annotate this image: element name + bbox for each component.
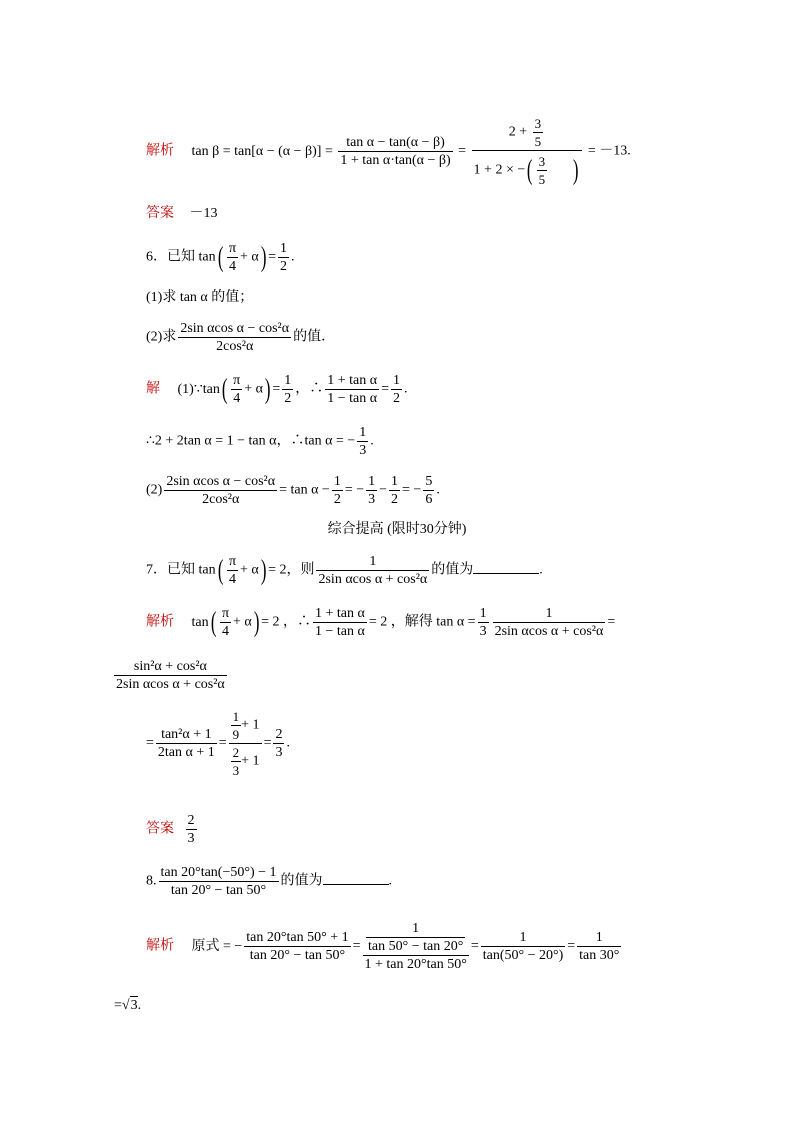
answer-blank (323, 872, 389, 885)
answer-blank (473, 561, 539, 574)
question-6-part-1: (1)求 tan α 的值； (146, 290, 254, 305)
analysis-label: 解析 (146, 142, 174, 159)
solution-5: 解析 tan β = tan[α − (α − β)] = $\frac{\text{tan α − tan(α − β)}}{\text{1 + tan α·tan(α − β)}}$ = 2 + $\frac{3}{5}$ 1 + 2 × −( $\frac{3}{5}$ ) = －13. (146, 116, 631, 187)
fraction: $\frac{\text{tan α − tan(α − β)}}{\text{1 + tan α·tan(α − β)}}$ (340, 135, 451, 168)
solution-6-line-1: 解 (1)∵tan( $\frac{\pi}{4}$ + α) = $\frac{1}{2}$ ，∴ $\frac{\text{1 + tan α}}{\text{1 − tan α}}$ = $\frac{1}{2}$ . (146, 373, 408, 406)
complex-fraction: 2 + $\frac{3}{5}$ 1 + 2 × −( $\frac{3}{5}$ ) (472, 115, 583, 188)
answer-5: 答案 －13 (146, 205, 218, 221)
solution-7-line-2: $\frac{\text{sin²α + cos²α}}{\text{2sin αcos α + cos²α}}$ (116, 659, 225, 692)
question-6-part-2: (2)求 $\frac{\text{2sin αcos α − cos²α}}{\text{2cos²α}}$ 的值． (146, 321, 336, 354)
solution-8-line-2: =√3. (114, 998, 142, 1013)
question-8: 8. $\frac{\tan 20^\circ\tan(-50^\circ) - 1}{\tan 20^\circ - \tan 50^\circ}$ 的值为 . (146, 865, 393, 898)
solution-7-line-3: = $\frac{\text{tan²α + 1}}{\text{2tan α + 1}}$ = $\frac{1}{9}$ + 1 $\frac{2}{3}$ + 1 = $\frac{2}{3}$ . (146, 709, 290, 778)
section-heading: 综合提高 (限时30分钟) (327, 522, 467, 537)
solution-6-line-3: (2) $\frac{\text{2sin αcos α − cos²α}}{\text{2cos²α}}$ = tan α − $\frac{1}{2}$ = − $\frac{1}{3}$ − $\frac{1}{2}$ = − $\frac{5}{6}$ . (146, 474, 440, 507)
lhs: tan β = tan[α − (α − β)] = (191, 143, 333, 159)
analysis-label: 解析 (146, 937, 174, 954)
solution-8-line-1: 解析 原式 = − $\frac{\tan 20^\circ\tan 50^\circ + 1}{\tan 20^\circ - \tan 50^\circ}$ = $\frac{\frac{1}{\tan 50^\circ - \tan 20^\circ}}{1 + \tan 20^\circ\tan 50^\circ}$ = $\frac{1}{\tan(50^\circ - 20^\circ)}$ = $\frac{1}{\tan 30^\circ}$ (146, 921, 620, 972)
answer-7: 答案 $\frac{2}{3}$ (146, 813, 195, 846)
complex-fraction: $\frac{\frac{1}{\tan 50^\circ - \tan 20^\circ}}{1 + \tan 20^\circ\tan 50^\circ}$ (364, 921, 467, 972)
question-6: 6．已知 tan( $\frac{\pi}{4}$ + α) = $\frac{1}{2}$ . (146, 241, 295, 274)
solution-7-line-1: 解析 tan( $\frac{\pi}{4}$ + α) = 2 ，∴ $\frac{\text{1 + tan α}}{\text{1 − tan α}}$ = 2 ，解得 tan α = $\frac{1}{3}$ $\frac{1}{\text{2sin αcos α + cos²α}}$ = (146, 606, 616, 639)
question-7: 7．已知 tan( $\frac{\pi}{4}$ + α) = 2，则 $\frac{1}{\text{2sin αcos α + cos²α}}$ 的值为 . (146, 554, 543, 587)
answer-label: 答案 (146, 820, 174, 837)
analysis-label: 解析 (146, 613, 174, 630)
solution-6-line-2: ∴2 + 2tan α = 1 − tan α，∴tan α = − $\frac{1}{3}$ . (146, 425, 374, 458)
answer-label: 答案 (146, 205, 174, 221)
complex-fraction: $\frac{1}{9}$ + 1 $\frac{2}{3}$ + 1 (229, 708, 262, 779)
solution-label: 解 (146, 380, 160, 397)
